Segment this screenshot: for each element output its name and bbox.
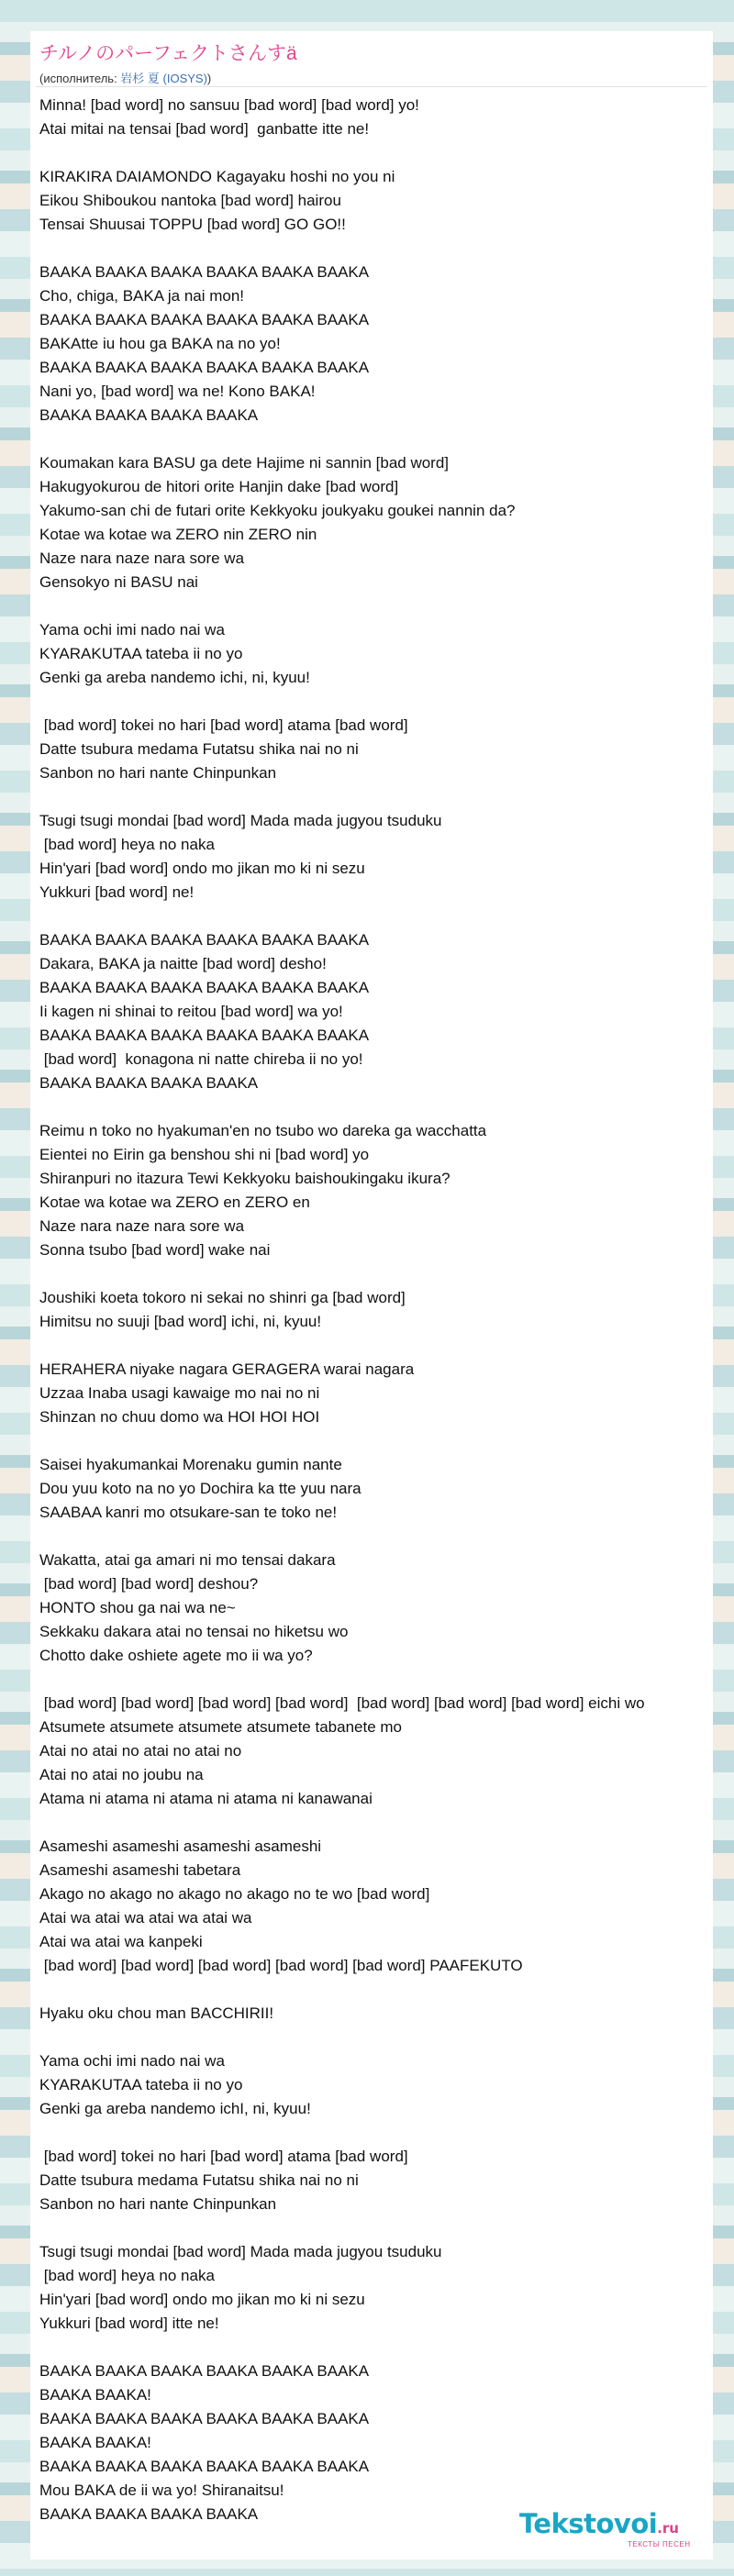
song-title: チルノのパーフェクトさんすä: [39, 43, 297, 64]
lyrics-text: Minna! [bad word] no sansuu [bad word] [bad word] yo! Atai mitai na tensai [bad word] ganbatte itte ne! KIRAKIRA DAIAMONDO Kagayaku hoshi no you ni Eikou Shiboukou nantoka [bad word] hairou Tensai Shuusai TOPPU [bad word] GO GO!! BAAKA BAAKA BAAKA BAAKA BAAKA BAAKA Cho, chiga, BAKA ja nai mon! BAAKA BAAKA BAAKA BAAKA BAAKA BAAKA BAKAtte iu hou ga BAKA na no yo! BAAKA BAAKA BAAKA BAAKA BAAKA BAAKA Nani yo, [bad word] wa ne! Kono BAKA! BAAKA BAAKA BAAKA BAAKA Koumakan kara BASU ga dete Hajime ni sannin [bad word] Hakugyokurou de hitori orite Hanjin dake [bad word] Yakumo-san chi de futari orite Kekkyoku joukyaku goukei nannin da? Kotae wa kotae wa ZERO nin ZERO nin Naze nara naze nara sore wa Gensokyo ni BASU nai Yama ochi imi nado nai wa KYARAKUTAA tateba ii no yo Genki ga areba nandemo ichi, ni, kyuu! [bad word] tokei no hari [bad word] atama [bad word] Datte tsubura medama Futatsu shika nai no ni Sanbon no hari nante Chinpunkan Tsugi tsugi mondai [bad word] Mada mada jugyou tsuduku [bad word] heya no naka Hin'yari [bad word] ondo mo jikan mo ki ni sezu Yukkuri [bad word] ne! BAAKA BAAKA BAAKA BAAKA BAAKA BAAKA Dakara, BAKA ja naitte [bad word] desho! BAAKA BAAKA BAAKA BAAKA BAAKA BAAKA Ii kagen ni shinai to reitou [bad word] wa yo! BAAKA BAAKA BAAKA BAAKA BAAKA BAAKA [bad word] konagona ni natte chireba ii no yo! BAAKA BAAKA BAAKA BAAKA Reimu n toko no hyakuman'en no tsubo wo dareka ga wacchatta Eientei no Eirin ga benshou shi ni [bad word] yo Shiranpuri no itazura Tewi Kekkyoku baishoukingaku ikura? Kotae wa kotae wa ZERO en ZERO en Naze nara naze nara sore wa Sonna tsubo [bad word] wake nai Joushiki koeta tokoro ni sekai no shinri ga [bad word] Himitsu no suuji [bad word] ichi, ni, kyuu! HERAHERA niyake nagara GERAGERA warai nagara Uzzaa Inaba usagi kawaige mo nai no ni Shinzan no chuu domo wa HOI HOI HOI Saisei hyakumankai Morenaku gumin nante Dou yuu koto na no yo Dochira ka tte yuu nara SAABAA kanri mo otsukare-san te toko ne! Wakatta, atai ga amari ni mo tensai dakara [bad word] [bad word] deshou? HONTO shou ga nai wa ne~ Sekkaku dakara atai no tensai no hiketsu wo Chotto dake oshiete agete mo ii wa yo? [bad word] [bad word] [bad word] [bad word] [bad word] [bad word] [bad word] eichi wo Atsumete atsumete atsumete atsumete tabanete mo Atai no atai no atai no atai no Atai no atai no joubu na Atama ni atama ni atama ni atama ni kanawanai Asameshi asameshi asameshi asameshi Asameshi asameshi tabetara Akago no akago no akago no akago no te wo [bad word] Atai wa atai wa atai wa atai wa Atai wa atai wa kanpeki [bad word] [bad word] [bad word] [bad word] [bad word] PAAFEKUTO Hyaku oku chou man BACCHIRII! Yama ochi imi nado nai wa KYARAKUTAA tateba ii no yo Genki ga areba nandemo ichI, ni, kyuu! [bad word] tokei no hari [bad word] atama [bad word] Datte tsubura medama Futatsu shika nai no ni Sanbon no hari nante Chinpunkan Tsugi tsugi mondai [bad word] Mada mada jugyou tsuduku [bad word] heya no naka Hin'yari [bad word] ondo mo jikan mo ki ni sezu Yukkuri [bad word] itte ne! BAAKA BAAKA BAAKA BAAKA BAAKA BAAKA BAAKA BAAKA! BAAKA BAAKA BAAKA BAAKA BAAKA BAAKA BAAKA BAAKA! BAAKA BAAKA BAAKA BAAKA BAAKA BAAKA Mou BAKA de ii wa yo! Shiranaitsu! BAAKA BAAKA BAAKA BAAKA: [39, 96, 645, 2523]
logo-tagline: ТЕКСТЫ ПЕСЕН: [628, 2540, 691, 2548]
logo-name: Tekstovoi: [519, 2508, 658, 2539]
title-divider: [36, 86, 707, 87]
lyrics-card: [30, 31, 713, 2559]
artist-suffix: ): [206, 72, 212, 85]
artist-prefix: (исполнитель:: [39, 72, 121, 85]
artist-line: [39, 69, 211, 86]
site-logo[interactable]: [519, 2508, 691, 2548]
artist-link[interactable]: 岩杉 夏 (IOSYS): [120, 72, 207, 85]
logo-tld: .ru: [657, 2520, 679, 2537]
